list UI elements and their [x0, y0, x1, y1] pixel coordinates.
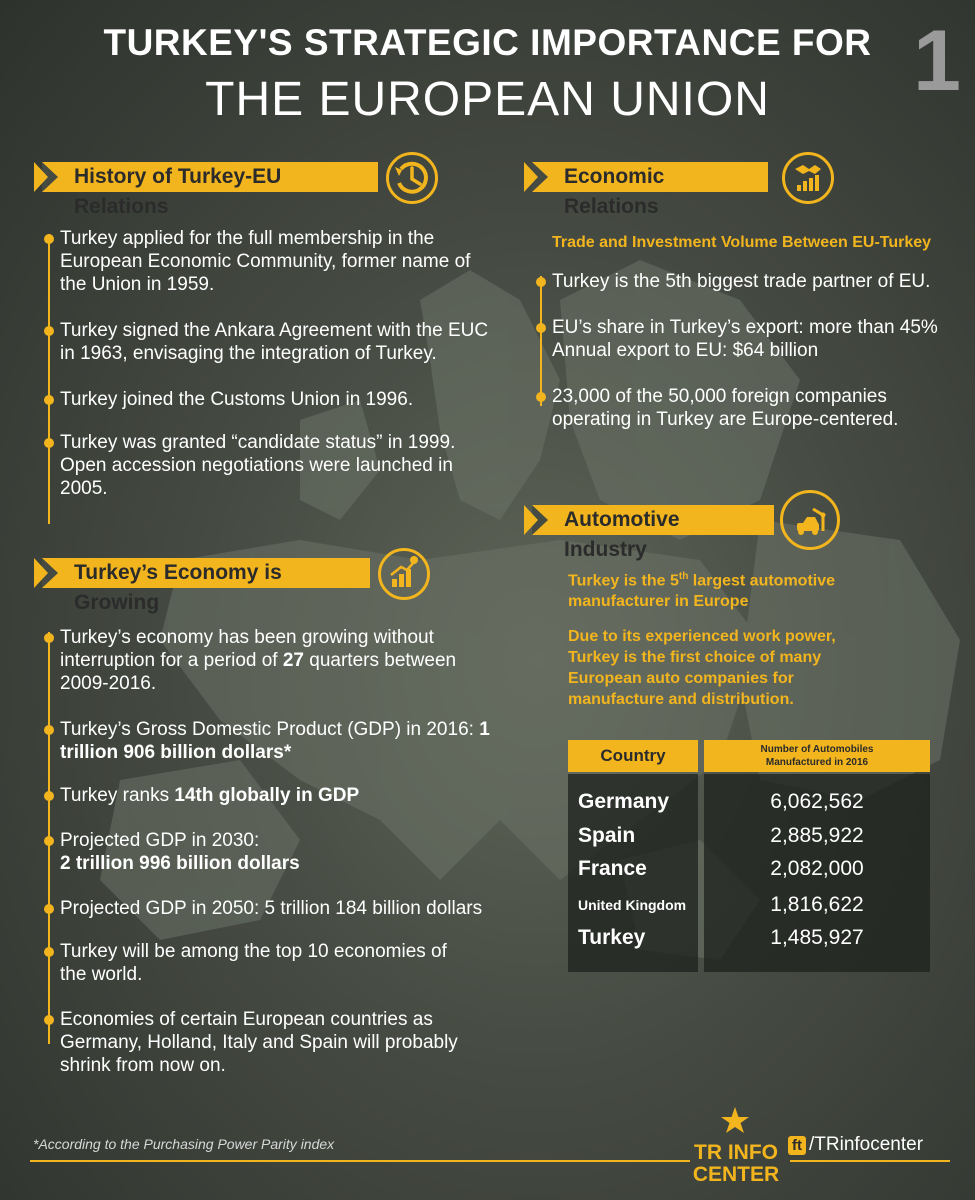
history-list	[44, 227, 494, 500]
economic-relations-heading	[532, 162, 768, 218]
table-row	[568, 857, 930, 887]
table-cell-country: Germany	[578, 790, 670, 813]
automotive-heading	[532, 505, 774, 561]
list-item: Turkey is the 5th biggest trade partner of EU.	[536, 270, 956, 293]
automotive-heading-label: Automotive Industry	[564, 508, 680, 561]
brand-line-2: CENTER	[692, 1163, 780, 1186]
economic-relations-heading-label: Economic Relations	[564, 165, 665, 218]
table-cell-country: Spain	[578, 824, 636, 847]
footnote: *According to the Purchasing Power Parity index	[33, 1136, 335, 1152]
table-cell-value: 6,062,562	[770, 790, 864, 813]
table-cell-country: France	[578, 857, 647, 880]
brand-name	[684, 1142, 788, 1186]
automotive-reason-text: Due to its experienced work power, Turkey is the first choice of many European auto companies for manufacture and distribution.	[568, 628, 836, 708]
automotive-rank-text: Turkey is the 5th largest automotive manufacturer in Europe	[568, 571, 836, 611]
crescent-star-logo	[690, 1035, 780, 1145]
list-item: Turkey applied for the full membership in the European Economic Community, former name of the Union in 1959.	[44, 227, 494, 296]
list-item: Turkey will be among the top 10 economies of the world.	[44, 940, 504, 986]
table-header-country: Country	[568, 740, 698, 772]
relations-list	[536, 270, 956, 431]
table-row	[568, 893, 930, 923]
brand-line-1: TR INFO	[694, 1141, 778, 1164]
robot-arm-car-icon	[780, 490, 840, 550]
table-cell-value: 1,816,622	[770, 893, 864, 916]
history-heading-label: History of Turkey-EU Relations	[74, 165, 282, 218]
social-handle-text: /TRinfocenter	[809, 1134, 924, 1155]
clock-history-icon	[386, 152, 438, 204]
table-cell-country: United Kingdom	[578, 897, 687, 913]
bottom-divider	[30, 1160, 690, 1162]
title-line-1: TURKEY'S STRATEGIC IMPORTANCE FOR	[103, 22, 872, 63]
automobile-table	[568, 740, 930, 972]
facebook-twitter-icon: ft	[788, 1136, 806, 1155]
handshake-chart-icon	[782, 152, 834, 204]
page-number: 1	[913, 13, 961, 109]
table-header-count: Number of Automobiles Manufactured in 2016	[704, 740, 930, 772]
economy-heading	[42, 558, 370, 614]
list-item: Economies of certain European countries as Germany, Holland, Italy and Spain will probably shrink from now on.	[44, 1008, 504, 1077]
table-row	[568, 824, 930, 854]
social-handle[interactable]	[788, 1134, 923, 1156]
table-row	[568, 790, 930, 820]
table-row	[568, 926, 930, 956]
list-item: Turkey ranks 14th globally in GDP	[44, 784, 504, 807]
bottom-divider-right	[790, 1160, 950, 1162]
list-item: EU’s share in Turkey’s export: more than 45% Annual export to EU: $64 billion	[536, 316, 956, 362]
growth-chart-icon	[378, 548, 430, 600]
list-item: Turkey’s Gross Domestic Product (GDP) in 2016: 1 trillion 906 billion dollars*	[44, 718, 504, 764]
trade-subheading: Trade and Investment Volume Between EU-Turkey	[552, 234, 932, 251]
list-item: Projected GDP in 2030: 2 trillion 996 billion dollars	[44, 829, 504, 875]
economy-heading-label: Turkey’s Economy is Growing	[74, 561, 282, 614]
history-heading	[42, 162, 378, 218]
list-item: Turkey’s economy has been growing without interruption for a period of 27 quarters between 2009-2016.	[44, 626, 504, 695]
list-item: Turkey joined the Customs Union in 1996.	[44, 388, 494, 411]
table-cell-country: Turkey	[578, 926, 646, 949]
table-cell-value: 1,485,927	[770, 926, 864, 949]
list-item: 23,000 of the 50,000 foreign companies operating in Turkey are Europe-centered.	[536, 385, 956, 431]
list-item: Projected GDP in 2050: 5 trillion 184 billion dollars	[44, 897, 504, 920]
title-line-2: THE EUROPEAN UNION	[205, 73, 770, 126]
table-cell-value: 2,885,922	[770, 824, 864, 847]
list-item: Turkey was granted “candidate status” in 1999. Open accession negotiations were launched in 2005.	[44, 431, 494, 500]
table-cell-value: 2,082,000	[770, 857, 864, 880]
economy-list	[44, 626, 504, 1077]
list-item: Turkey signed the Ankara Agreement with the EUC in 1963, envisaging the integration of Turkey.	[44, 319, 494, 365]
